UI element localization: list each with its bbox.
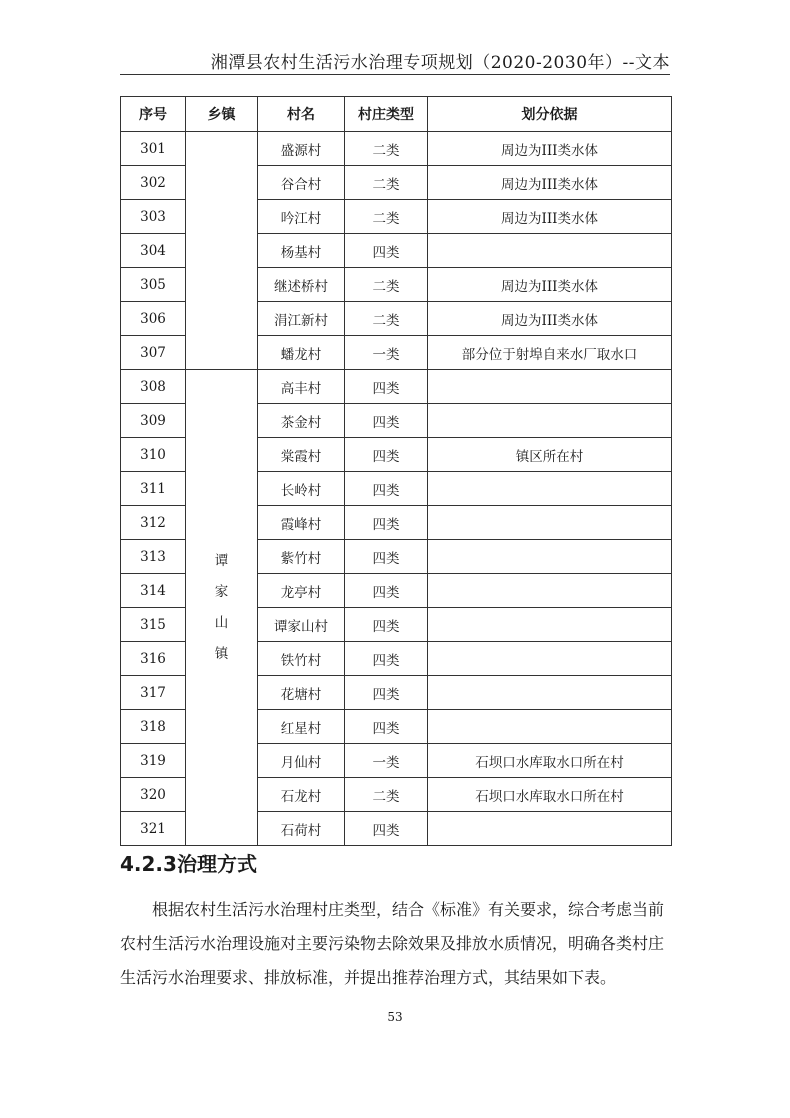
- village-type: 四类: [345, 676, 428, 710]
- header-divider: [120, 74, 670, 75]
- row-number: 318: [121, 710, 186, 744]
- row-number: 302: [121, 166, 186, 200]
- column-header: 村名: [258, 97, 345, 132]
- village-type: 四类: [345, 710, 428, 744]
- classification-basis: [428, 812, 672, 846]
- village-name: 月仙村: [258, 744, 345, 778]
- classification-basis: [428, 710, 672, 744]
- table-row: [121, 132, 672, 166]
- row-number: 321: [121, 812, 186, 846]
- village-name: 石龙村: [258, 778, 345, 812]
- village-type: 二类: [345, 166, 428, 200]
- village-type: 一类: [345, 744, 428, 778]
- town-cell: [186, 370, 258, 846]
- village-type: 四类: [345, 472, 428, 506]
- village-name: 杨基村: [258, 234, 345, 268]
- classification-basis: [428, 642, 672, 676]
- table-body: [121, 132, 672, 846]
- classification-basis: [428, 370, 672, 404]
- village-type: 一类: [345, 336, 428, 370]
- row-number: 304: [121, 234, 186, 268]
- village-name: 紫竹村: [258, 540, 345, 574]
- town-name-char: 家: [214, 583, 229, 600]
- column-header: 划分依据: [428, 97, 672, 132]
- column-header: 序号: [121, 97, 186, 132]
- town-name-char: 谭: [214, 552, 229, 569]
- classification-basis: 周边为III类水体: [428, 132, 672, 166]
- classification-basis: [428, 404, 672, 438]
- section-heading: 4.2.3治理方式: [120, 852, 257, 876]
- village-type: 四类: [345, 370, 428, 404]
- row-number: 312: [121, 506, 186, 540]
- village-type: 二类: [345, 302, 428, 336]
- village-type: 二类: [345, 132, 428, 166]
- village-type: 四类: [345, 574, 428, 608]
- classification-basis: 石坝口水库取水口所在村: [428, 744, 672, 778]
- village-name: 涓江新村: [258, 302, 345, 336]
- row-number: 303: [121, 200, 186, 234]
- village-name: 蟠龙村: [258, 336, 345, 370]
- village-type: 四类: [345, 438, 428, 472]
- village-name: 谭家山村: [258, 608, 345, 642]
- village-type: 二类: [345, 200, 428, 234]
- row-number: 320: [121, 778, 186, 812]
- row-number: 301: [121, 132, 186, 166]
- village-type: 二类: [345, 778, 428, 812]
- row-number: 317: [121, 676, 186, 710]
- classification-basis: [428, 472, 672, 506]
- classification-basis: [428, 574, 672, 608]
- row-number: 306: [121, 302, 186, 336]
- classification-basis: 周边为III类水体: [428, 166, 672, 200]
- row-number: 313: [121, 540, 186, 574]
- village-name: 铁竹村: [258, 642, 345, 676]
- section-paragraph: 根据农村生活污水治理村庄类型，结合《标准》有关要求，综合考虑当前农村生活污水治理设施对主要污染物去除效果及排放水质情况，明确各类村庄生活污水治理要求、排放标准，并提出推荐治理方式，其结果如下表。: [120, 900, 665, 987]
- classification-basis: [428, 506, 672, 540]
- village-type: 四类: [345, 642, 428, 676]
- village-type: 四类: [345, 540, 428, 574]
- village-name: 棠霞村: [258, 438, 345, 472]
- village-type: 四类: [345, 404, 428, 438]
- village-type: 二类: [345, 268, 428, 302]
- row-number: 305: [121, 268, 186, 302]
- classification-basis: 周边为III类水体: [428, 268, 672, 302]
- classification-basis: [428, 608, 672, 642]
- classification-basis: 周边为III类水体: [428, 302, 672, 336]
- village-name: 花塘村: [258, 676, 345, 710]
- classification-basis: 镇区所在村: [428, 438, 672, 472]
- town-name-char: 镇: [214, 645, 229, 662]
- village-name: 霞峰村: [258, 506, 345, 540]
- town-name-char: 山: [214, 614, 229, 631]
- classification-basis: [428, 540, 672, 574]
- row-number: 308: [121, 370, 186, 404]
- village-name: 盛源村: [258, 132, 345, 166]
- village-name: 高丰村: [258, 370, 345, 404]
- village-name: 石荷村: [258, 812, 345, 846]
- classification-basis: 周边为III类水体: [428, 200, 672, 234]
- classification-basis: [428, 676, 672, 710]
- page-number: 53: [387, 1010, 403, 1024]
- village-name: 茶金村: [258, 404, 345, 438]
- village-type: 四类: [345, 812, 428, 846]
- column-header: 乡镇: [186, 97, 258, 132]
- village-name: 谷合村: [258, 166, 345, 200]
- row-number: 315: [121, 608, 186, 642]
- classification-basis: 部分位于射埠自来水厂取水口: [428, 336, 672, 370]
- village-classification-table: [120, 96, 672, 846]
- document-header-title: 湘潭县农村生活污水治理专项规划（2020-2030年）--文本: [210, 53, 670, 73]
- village-name: 吟江村: [258, 200, 345, 234]
- village-name: 龙亭村: [258, 574, 345, 608]
- village-type: 四类: [345, 506, 428, 540]
- column-header: 村庄类型: [345, 97, 428, 132]
- table-header-row: [121, 97, 672, 132]
- village-type: 四类: [345, 608, 428, 642]
- row-number: 319: [121, 744, 186, 778]
- village-name: 红星村: [258, 710, 345, 744]
- table-row: [121, 370, 672, 404]
- classification-basis: [428, 234, 672, 268]
- classification-basis: 石坝口水库取水口所在村: [428, 778, 672, 812]
- row-number: 307: [121, 336, 186, 370]
- row-number: 311: [121, 472, 186, 506]
- row-number: 314: [121, 574, 186, 608]
- row-number: 316: [121, 642, 186, 676]
- town-cell: [186, 132, 258, 370]
- row-number: 310: [121, 438, 186, 472]
- village-name: 继述桥村: [258, 268, 345, 302]
- village-type: 四类: [345, 234, 428, 268]
- row-number: 309: [121, 404, 186, 438]
- village-name: 长岭村: [258, 472, 345, 506]
